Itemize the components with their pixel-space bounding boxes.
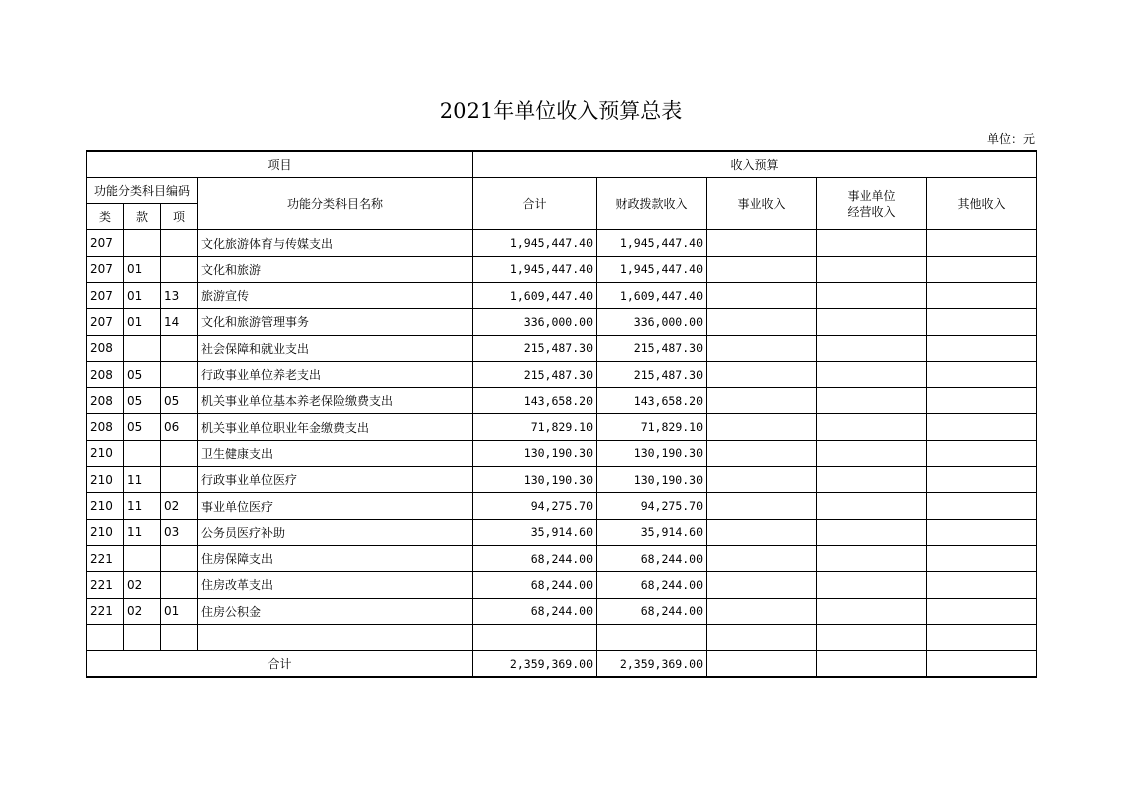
cell-business — [707, 230, 817, 256]
table-row — [87, 519, 1037, 545]
cell-xiang: 05 — [161, 388, 198, 414]
table-row — [87, 335, 1037, 361]
cell-lei: 207 — [87, 309, 124, 335]
cell-other — [927, 230, 1037, 256]
cell-fiscal: 68,244.00 — [597, 572, 707, 598]
cell-fiscal — [597, 624, 707, 650]
cell-func-name: 社会保障和就业支出 — [198, 335, 473, 361]
cell-other — [927, 572, 1037, 598]
cell-func-name: 行政事业单位医疗 — [198, 467, 473, 493]
cell-business — [707, 282, 817, 308]
cell-business — [707, 493, 817, 519]
cell-func-name: 事业单位医疗 — [198, 493, 473, 519]
cell-lei: 208 — [87, 335, 124, 361]
cell-func-name: 旅游宣传 — [198, 282, 473, 308]
total-label: 合计 — [87, 651, 473, 677]
header-row-2 — [87, 177, 1037, 203]
cell-fiscal: 68,244.00 — [597, 545, 707, 571]
cell-xiang — [161, 624, 198, 650]
cell-total: 35,914.60 — [473, 519, 597, 545]
revenue-budget-table — [86, 150, 1037, 678]
cell-fiscal: 215,487.30 — [597, 361, 707, 387]
cell-xiang: 03 — [161, 519, 198, 545]
cell-total: 68,244.00 — [473, 598, 597, 624]
cell-func-name: 住房改革支出 — [198, 572, 473, 598]
header-total: 合计 — [473, 177, 597, 230]
cell-operation — [817, 335, 927, 361]
cell-operation — [817, 467, 927, 493]
cell-xiang: 01 — [161, 598, 198, 624]
cell-fiscal: 130,190.30 — [597, 467, 707, 493]
cell-lei — [87, 624, 124, 650]
total-other — [927, 651, 1037, 677]
cell-func-name: 行政事业单位养老支出 — [198, 361, 473, 387]
header-fiscal: 财政拨款收入 — [597, 177, 707, 230]
cell-business — [707, 388, 817, 414]
cell-func-name: 文化和旅游 — [198, 256, 473, 282]
cell-kuan: 02 — [124, 572, 161, 598]
cell-other — [927, 545, 1037, 571]
cell-business — [707, 361, 817, 387]
cell-fiscal: 130,190.30 — [597, 440, 707, 466]
cell-xiang: 13 — [161, 282, 198, 308]
cell-total: 130,190.30 — [473, 467, 597, 493]
cell-lei: 221 — [87, 545, 124, 571]
table-row — [87, 309, 1037, 335]
cell-func-name: 住房公积金 — [198, 598, 473, 624]
cell-xiang: 02 — [161, 493, 198, 519]
cell-operation — [817, 598, 927, 624]
cell-xiang — [161, 256, 198, 282]
cell-xiang — [161, 467, 198, 493]
cell-xiang: 14 — [161, 309, 198, 335]
table-row — [87, 256, 1037, 282]
header-kuan: 款 — [124, 204, 161, 230]
cell-other — [927, 282, 1037, 308]
cell-func-name: 机关事业单位基本养老保险缴费支出 — [198, 388, 473, 414]
table-row — [87, 361, 1037, 387]
cell-total: 143,658.20 — [473, 388, 597, 414]
cell-business — [707, 545, 817, 571]
cell-kuan: 01 — [124, 309, 161, 335]
cell-operation — [817, 519, 927, 545]
cell-func-name: 机关事业单位职业年金缴费支出 — [198, 414, 473, 440]
cell-lei: 208 — [87, 414, 124, 440]
cell-business — [707, 440, 817, 466]
cell-func-name: 住房保障支出 — [198, 545, 473, 571]
cell-operation — [817, 256, 927, 282]
cell-kuan: 01 — [124, 256, 161, 282]
cell-total: 215,487.30 — [473, 335, 597, 361]
cell-total: 1,945,447.40 — [473, 256, 597, 282]
cell-total: 94,275.70 — [473, 493, 597, 519]
cell-fiscal: 35,914.60 — [597, 519, 707, 545]
cell-operation — [817, 388, 927, 414]
cell-xiang: 06 — [161, 414, 198, 440]
cell-fiscal: 143,658.20 — [597, 388, 707, 414]
cell-total: 1,945,447.40 — [473, 230, 597, 256]
cell-lei: 210 — [87, 467, 124, 493]
total-fiscal: 2,359,369.00 — [597, 651, 707, 677]
cell-fiscal: 1,945,447.40 — [597, 230, 707, 256]
cell-total: 215,487.30 — [473, 361, 597, 387]
header-operation — [817, 177, 927, 230]
total-total: 2,359,369.00 — [473, 651, 597, 677]
cell-other — [927, 440, 1037, 466]
cell-other — [927, 256, 1037, 282]
header-func-name: 功能分类科目名称 — [198, 177, 473, 230]
cell-lei: 221 — [87, 598, 124, 624]
header-revenue-budget: 收入预算 — [473, 151, 1037, 177]
cell-fiscal: 215,487.30 — [597, 335, 707, 361]
cell-other — [927, 467, 1037, 493]
cell-lei: 210 — [87, 519, 124, 545]
cell-func-name: 文化旅游体育与传媒支出 — [198, 230, 473, 256]
cell-total: 1,609,447.40 — [473, 282, 597, 308]
header-operation-line1: 事业单位 — [847, 188, 896, 203]
cell-kuan: 05 — [124, 414, 161, 440]
table-row — [87, 624, 1037, 650]
cell-kuan: 11 — [124, 493, 161, 519]
cell-operation — [817, 545, 927, 571]
cell-operation — [817, 361, 927, 387]
table-row — [87, 282, 1037, 308]
cell-operation — [817, 493, 927, 519]
cell-kuan: 01 — [124, 282, 161, 308]
cell-business — [707, 256, 817, 282]
cell-kuan: 05 — [124, 361, 161, 387]
cell-business — [707, 598, 817, 624]
cell-fiscal: 1,609,447.40 — [597, 282, 707, 308]
cell-business — [707, 414, 817, 440]
cell-lei: 207 — [87, 230, 124, 256]
cell-xiang — [161, 335, 198, 361]
table-row — [87, 230, 1037, 256]
table-row — [87, 545, 1037, 571]
cell-kuan: 11 — [124, 519, 161, 545]
header-operation-line2: 经营收入 — [847, 204, 896, 219]
cell-operation — [817, 230, 927, 256]
cell-other — [927, 493, 1037, 519]
header-project: 项目 — [87, 151, 473, 177]
cell-operation — [817, 309, 927, 335]
cell-operation — [817, 414, 927, 440]
header-xiang: 项 — [161, 204, 198, 230]
cell-fiscal: 1,945,447.40 — [597, 256, 707, 282]
header-business: 事业收入 — [707, 177, 817, 230]
table-row — [87, 493, 1037, 519]
cell-other — [927, 519, 1037, 545]
cell-business — [707, 335, 817, 361]
cell-business — [707, 624, 817, 650]
cell-kuan — [124, 545, 161, 571]
header-row-1 — [87, 151, 1037, 177]
cell-other — [927, 309, 1037, 335]
cell-operation — [817, 624, 927, 650]
cell-kuan: 11 — [124, 467, 161, 493]
cell-other — [927, 335, 1037, 361]
table-row — [87, 440, 1037, 466]
cell-lei: 208 — [87, 361, 124, 387]
total-row — [87, 651, 1037, 677]
table-row — [87, 572, 1037, 598]
cell-lei: 210 — [87, 440, 124, 466]
cell-operation — [817, 282, 927, 308]
cell-xiang — [161, 361, 198, 387]
cell-lei: 207 — [87, 256, 124, 282]
cell-other — [927, 624, 1037, 650]
cell-lei: 208 — [87, 388, 124, 414]
total-business — [707, 651, 817, 677]
cell-business — [707, 309, 817, 335]
cell-kuan — [124, 230, 161, 256]
cell-total: 336,000.00 — [473, 309, 597, 335]
cell-xiang — [161, 572, 198, 598]
table-row — [87, 467, 1037, 493]
cell-kuan — [124, 624, 161, 650]
header-func-code: 功能分类科目编码 — [87, 177, 198, 203]
cell-total — [473, 624, 597, 650]
cell-total: 68,244.00 — [473, 572, 597, 598]
table-row — [87, 414, 1037, 440]
cell-func-name: 卫生健康支出 — [198, 440, 473, 466]
cell-fiscal: 336,000.00 — [597, 309, 707, 335]
header-other: 其他收入 — [927, 177, 1037, 230]
cell-lei: 207 — [87, 282, 124, 308]
cell-lei: 221 — [87, 572, 124, 598]
cell-other — [927, 414, 1037, 440]
cell-kuan — [124, 335, 161, 361]
cell-xiang — [161, 440, 198, 466]
cell-fiscal: 71,829.10 — [597, 414, 707, 440]
cell-total: 68,244.00 — [473, 545, 597, 571]
cell-func-name: 公务员医疗补助 — [198, 519, 473, 545]
table-row — [87, 388, 1037, 414]
cell-fiscal: 94,275.70 — [597, 493, 707, 519]
page-title: 2021年单位收入预算总表 — [439, 99, 683, 123]
cell-xiang — [161, 545, 198, 571]
cell-other — [927, 361, 1037, 387]
cell-kuan — [124, 440, 161, 466]
cell-business — [707, 467, 817, 493]
table-row — [87, 598, 1037, 624]
cell-total: 71,829.10 — [473, 414, 597, 440]
cell-kuan: 05 — [124, 388, 161, 414]
cell-other — [927, 598, 1037, 624]
cell-kuan: 02 — [124, 598, 161, 624]
unit-label: 单位：元 — [986, 132, 1035, 146]
cell-fiscal: 68,244.00 — [597, 598, 707, 624]
total-operation — [817, 651, 927, 677]
cell-func-name — [198, 624, 473, 650]
header-lei: 类 — [87, 204, 124, 230]
cell-business — [707, 519, 817, 545]
cell-operation — [817, 572, 927, 598]
cell-business — [707, 572, 817, 598]
cell-lei: 210 — [87, 493, 124, 519]
cell-total: 130,190.30 — [473, 440, 597, 466]
cell-xiang — [161, 230, 198, 256]
cell-func-name: 文化和旅游管理事务 — [198, 309, 473, 335]
cell-other — [927, 388, 1037, 414]
cell-operation — [817, 440, 927, 466]
